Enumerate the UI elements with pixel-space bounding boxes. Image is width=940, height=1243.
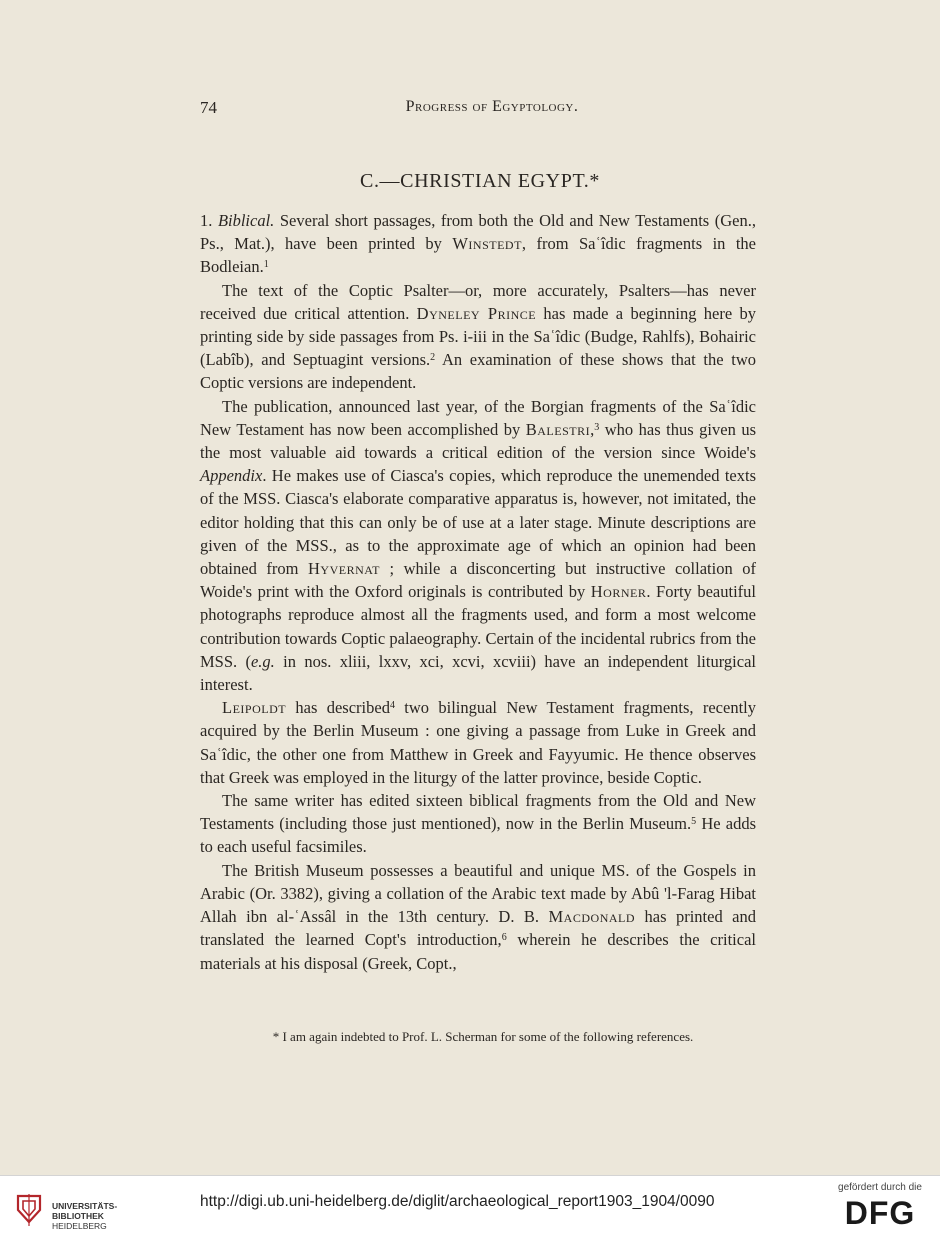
- text-run: The text of the Coptic Psalter—or, more accurately, Psalters—has never received due critical attention.: [200, 280, 756, 323]
- paragraph-sixteen-fragments: [200, 789, 756, 859]
- text-run: ,: [590, 419, 595, 439]
- text-run: Several short passages, from both the Old and New Testaments (Gen., Ps., Mat.), have been printed by: [200, 211, 756, 254]
- footnote-ref: 1: [263, 259, 269, 271]
- text-run: wherein he describes the critical materials at his disposal (Greek, Copt.,: [200, 930, 756, 973]
- author-name: Leipoldt: [222, 698, 287, 718]
- text-run: who has thus given us the most valuable aid towards a critical edition of the version since Woide's: [200, 419, 756, 463]
- text-run: has printed and translated the learned Copt's introduction,: [200, 907, 756, 950]
- text-run: The same writer has edited sixteen biblical fragments from the Old and New Testaments (including those just mentioned), now in the Berlin Museum.: [200, 791, 756, 834]
- text-run: has made a beginning here by printing side by side passages from Ps. i-iii in the Saʿîdic (Budge, Rahlfs), Bohairic (Labîb), and Septuagint versions.: [200, 303, 756, 370]
- text-run: The publication, announced last year, of the Borgian fragments of the Saʿîdic New Testament has now been accomplished by: [200, 396, 756, 439]
- footnote-ref: 6: [501, 932, 507, 944]
- library-name: [52, 1201, 162, 1231]
- library-name-line: UNIVERSITÄTS-: [52, 1201, 118, 1211]
- author-name: Hyvernat: [308, 559, 380, 579]
- footnote-ref: 2: [430, 352, 436, 364]
- section-number: 1.: [200, 211, 218, 230]
- author-name: Horner: [590, 582, 647, 602]
- author-name: Dyneley Prince: [416, 303, 537, 323]
- library-emblem-icon: [14, 1190, 44, 1230]
- running-title: Progress of Egyptology.: [405, 98, 579, 115]
- running-head: [200, 98, 760, 122]
- author-name: Winstedt: [452, 234, 522, 254]
- footnote: * I am again indebted to Prof. L. Scherman for some of the following references.: [272, 1029, 694, 1044]
- footnote-ref: 4: [389, 700, 395, 712]
- page-number: 74: [200, 98, 217, 117]
- text-run: two bilingual New Testament fragments, recently acquired by the Berlin Museum : one giving a passage from Luke in Greek and Saʿîdic, the other one from Matthew in Greek and Fayyumic. He thence observes that Greek was employed in the liturgy of the latter province, beside Coptic.: [200, 698, 756, 787]
- italic-title: Appendix: [200, 466, 263, 486]
- library-logo[interactable]: [14, 1190, 164, 1230]
- paragraph-psalter: [200, 279, 756, 395]
- viewer-footer: [0, 1175, 940, 1243]
- text-run: An examination of these shows that the two Coptic versions are independent.: [200, 350, 756, 393]
- dfg-logo: DFG: [844, 1195, 916, 1231]
- paragraph-british-museum: [200, 859, 756, 975]
- text-run: . He makes use of Ciasca's copies, which reproduce the unemended texts of the MSS. Ciasca's elaborate comparative apparatus is, however, not imitated, the editor holding that this can only be of use at a later stage. Minute descriptions are given of the MSS., as to the approximate age of which an opinion had been obtained from: [200, 466, 756, 579]
- subsection-heading: Biblical.: [217, 211, 275, 230]
- funding-badge[interactable]: [830, 1182, 930, 1238]
- author-name: Balestri: [525, 419, 591, 439]
- funding-caption: gefördert durch die: [838, 1182, 922, 1193]
- text-run: , from Saʿîdic fragments in the Bodleian.: [200, 234, 756, 277]
- paragraph-leipoldt: [200, 696, 756, 789]
- text-run: ; while a disconcerting but instructive collation of Woide's print with the Oxford originals is contributed by: [200, 559, 757, 602]
- text-run: has described: [286, 698, 390, 718]
- italic-abbrev: e.g.: [250, 651, 275, 671]
- paragraph-borgian: [200, 395, 756, 697]
- section-title: C.—CHRISTIAN EGYPT.*: [360, 170, 600, 192]
- author-name: Macdonald: [548, 907, 636, 927]
- text-run: The British Museum possesses a beautiful and unique MS. of the Gospels in Arabic (Or. 3382), giving a collation of the Arabic text made by Abû 'l-Farag Hibat Allah ibn al-ʿAssâl in the 13th century. D. B.: [200, 860, 756, 927]
- text-run: . Forty beautiful photographs reproduce almost all the fragments used, and form a most welcome contribution towards Coptic palaeography. Certain of the incidental rubrics from the MSS. (: [200, 582, 756, 671]
- body-text: [200, 209, 756, 975]
- paragraph-biblical: [200, 209, 756, 279]
- footnote-ref: 5: [691, 816, 697, 828]
- permalink-url[interactable]: http://digi.ub.uni-heidelberg.de/diglit/archaeological_report1903_1904/0090: [200, 1193, 715, 1210]
- library-name-line: BIBLIOTHEK: [52, 1211, 104, 1221]
- library-name-line: HEIDELBERG: [52, 1221, 107, 1231]
- footnote-ref: 3: [594, 421, 600, 433]
- text-run: He adds to each useful facsimiles.: [200, 814, 756, 857]
- text-run: in nos. xliii, lxxv, xci, xcvi, xcviii) have an independent liturgical interest.: [200, 651, 756, 695]
